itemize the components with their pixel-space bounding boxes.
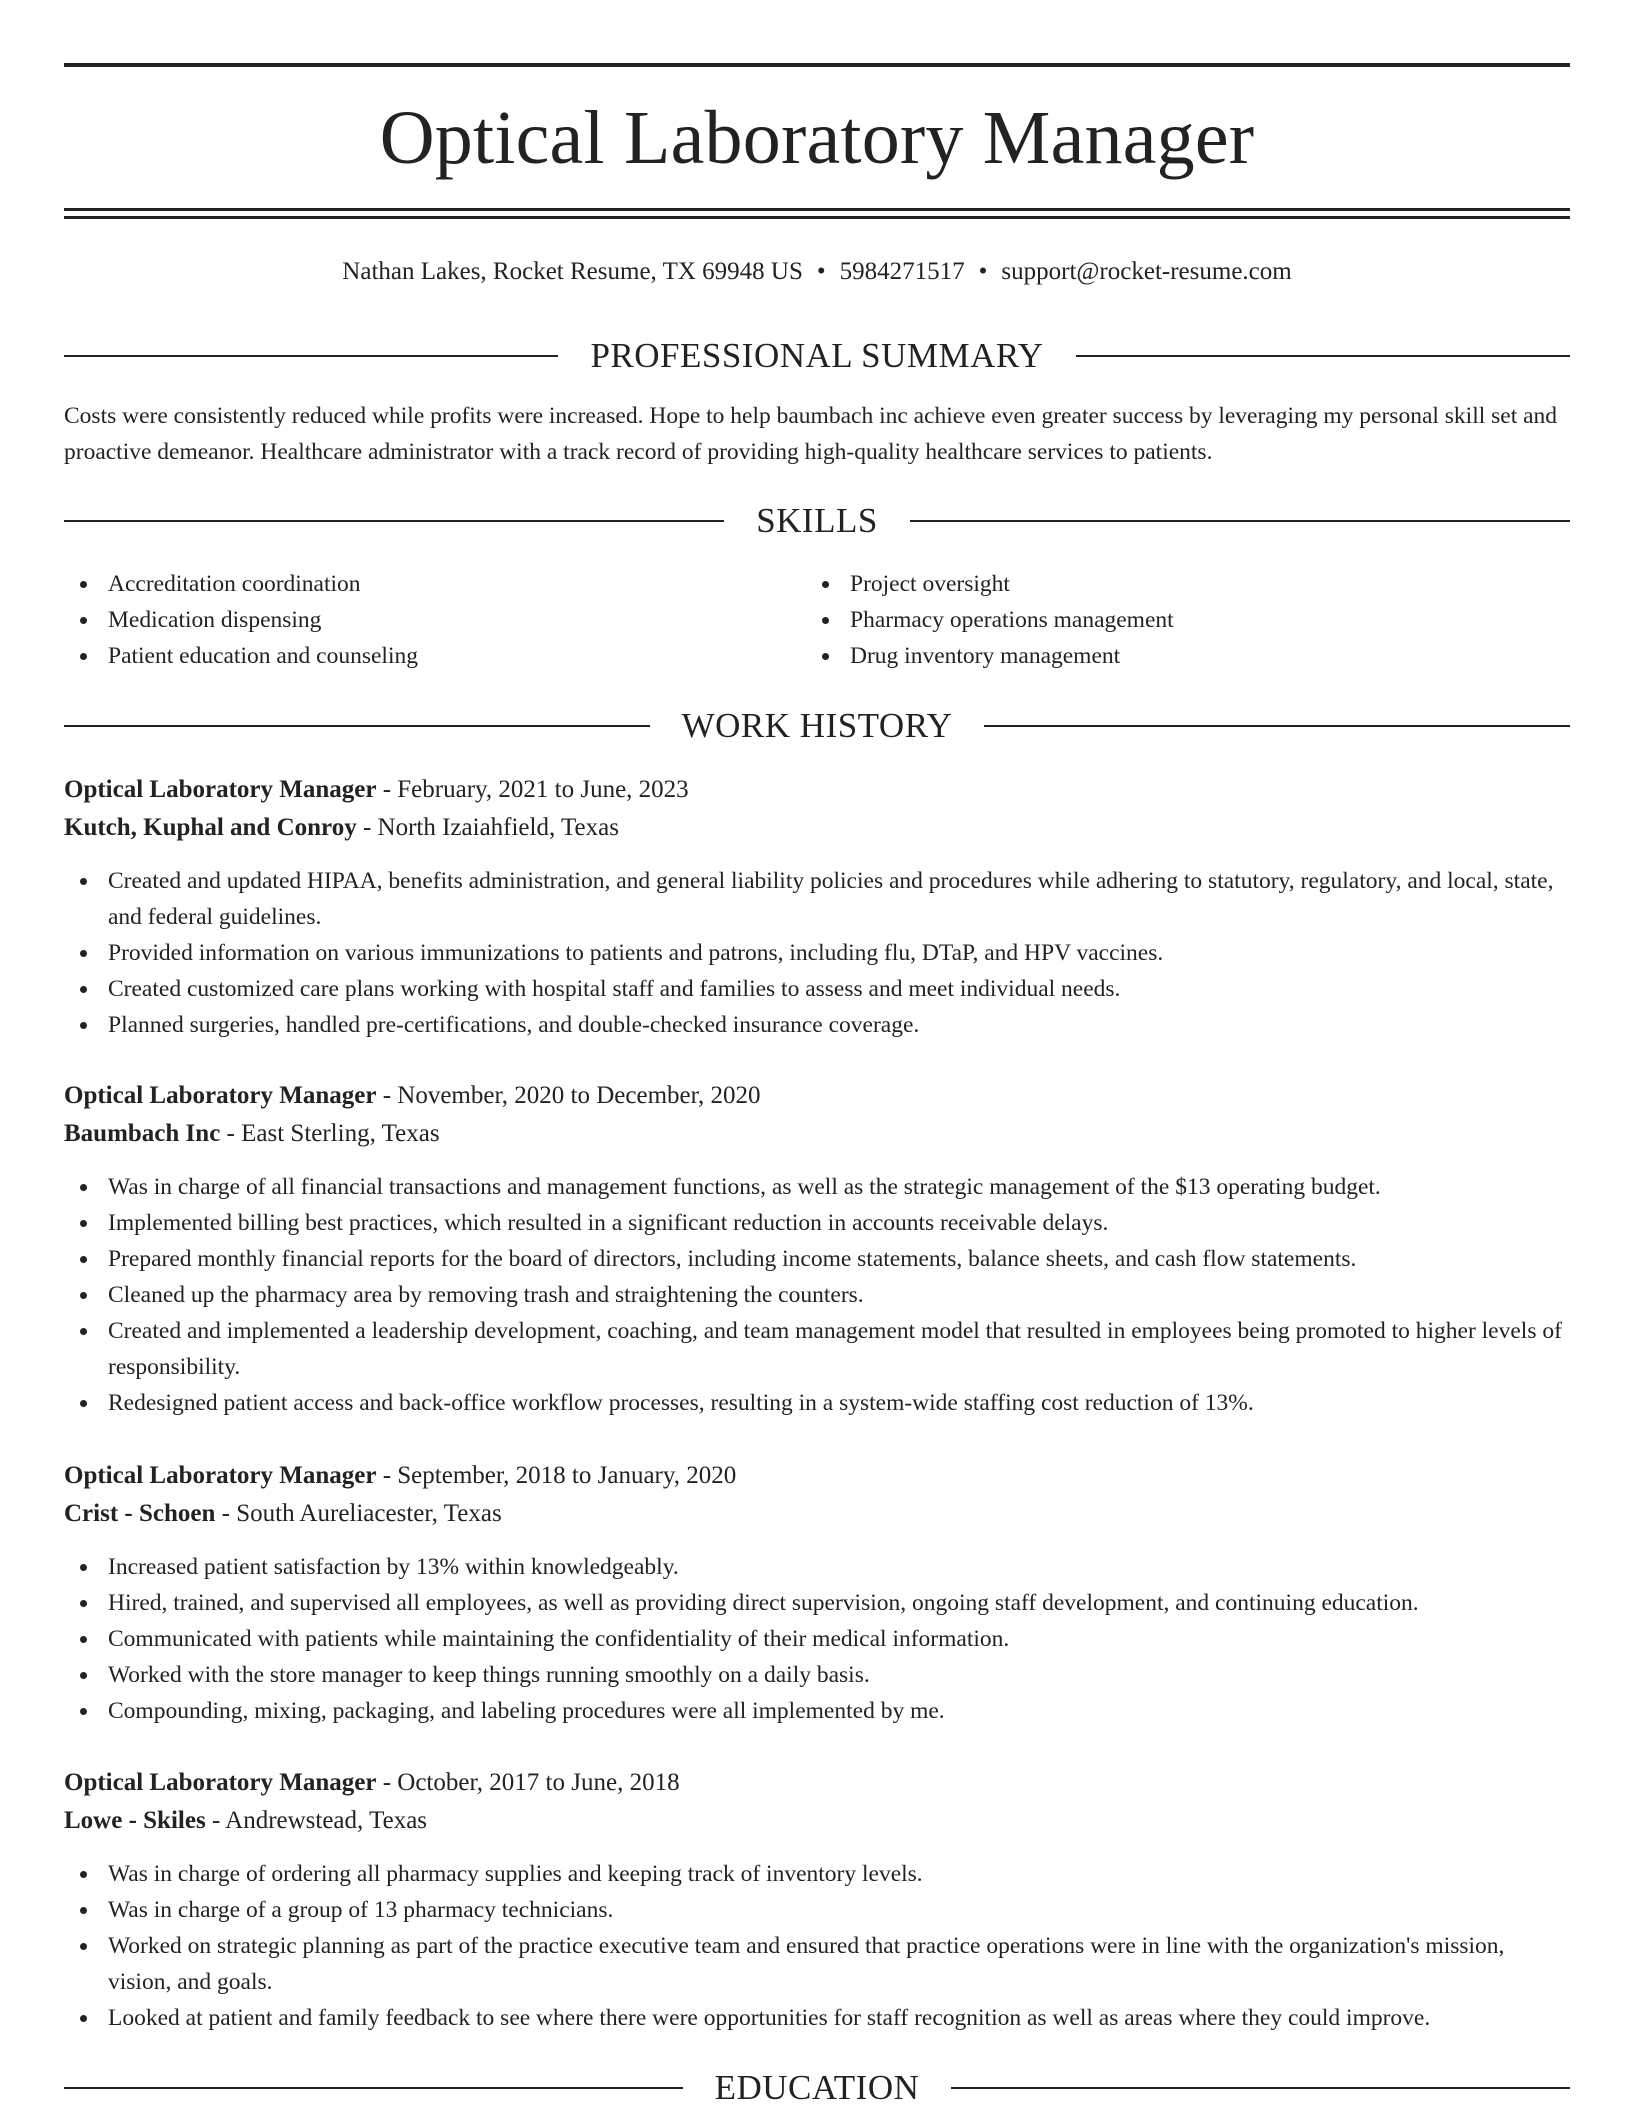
job-title: Optical Laboratory Manager bbox=[64, 1082, 377, 1109]
contact-address: Nathan Lakes, Rocket Resume, TX 69948 US bbox=[342, 258, 803, 285]
job-bullet: Was in charge of ordering all pharmacy supplies and keeping track of inventory levels. bbox=[64, 1856, 1570, 1892]
skill-item: Drug inventory management bbox=[806, 638, 1506, 674]
education-heading bbox=[64, 2068, 1570, 2108]
job-company: Kutch, Kuphal and Conroy bbox=[64, 814, 357, 841]
skill-item: Pharmacy operations management bbox=[806, 602, 1506, 638]
page-title: Optical Laboratory Manager bbox=[379, 96, 1255, 180]
job-title: Optical Laboratory Manager bbox=[64, 1462, 377, 1489]
contact-separator: • bbox=[816, 258, 826, 285]
job-bullet: Planned surgeries, handled pre-certifications, and double-checked insurance coverage. bbox=[64, 1007, 1570, 1043]
job-location: - South Aureliacester, Texas bbox=[215, 1500, 502, 1527]
skill-item: Medication dispensing bbox=[64, 602, 764, 638]
job-company: Baumbach Inc bbox=[64, 1120, 221, 1147]
job-bullet: Redesigned patient access and back-office workflow processes, resulting in a system-wide staffing cost reduction of 13%. bbox=[64, 1385, 1570, 1421]
skills-column-left bbox=[64, 566, 764, 674]
skill-item: Accreditation coordination bbox=[64, 566, 764, 602]
contact-line bbox=[64, 254, 1570, 290]
section-title: EDUCATION bbox=[714, 2068, 920, 2107]
divider bbox=[64, 520, 724, 522]
job-bullet: Provided information on various immunizations to patients and patrons, including flu, DTaP, and HPV vaccines. bbox=[64, 935, 1570, 971]
job-location: - North Izaiahfield, Texas bbox=[356, 814, 619, 841]
job-company-line bbox=[64, 1115, 1570, 1153]
job-company-line bbox=[64, 1495, 1570, 1533]
job-bullet: Was in charge of all financial transactions and management functions, as well as the strategic management of the $13 operating budget. bbox=[64, 1169, 1570, 1205]
job-bullet: Increased patient satisfaction by 13% within knowledgeably. bbox=[64, 1549, 1570, 1585]
job-company: Lowe - Skiles bbox=[64, 1807, 206, 1834]
job-dates: - November, 2020 to December, 2020 bbox=[376, 1082, 761, 1109]
top-rule bbox=[64, 63, 1570, 67]
job-bullet: Cleaned up the pharmacy area by removing trash and straightening the counters. bbox=[64, 1277, 1570, 1313]
summary-text: Costs were consistently reduced while profits were increased. Hope to help baumbach inc achieve even greater success by leveraging my personal skill set and proactive demeanor. Healthcare administrator with a track record of providing high-quality healthcare services to patients. bbox=[64, 403, 1558, 465]
job-bullet: Prepared monthly financial reports for the board of directors, including income statements, balance sheets, and cash flow statements. bbox=[64, 1241, 1570, 1277]
job-bullet: Communicated with patients while maintaining the confidentiality of their medical information. bbox=[64, 1621, 1570, 1657]
job-bullet: Worked on strategic planning as part of the practice executive team and ensured that practice operations were in line with the organization's mission, vision, and goals. bbox=[64, 1928, 1570, 2000]
contact-email: support@rocket-resume.com bbox=[1001, 258, 1292, 285]
job-dates: - September, 2018 to January, 2020 bbox=[376, 1462, 737, 1489]
job-title: Optical Laboratory Manager bbox=[64, 776, 377, 803]
divider bbox=[1076, 355, 1570, 357]
divider bbox=[951, 2087, 1570, 2089]
job-title-line bbox=[64, 771, 1570, 809]
summary-heading bbox=[64, 336, 1570, 376]
work-history-heading bbox=[64, 706, 1570, 746]
title-rule-upper bbox=[64, 208, 1570, 211]
divider bbox=[64, 725, 650, 727]
job-dates: - October, 2017 to June, 2018 bbox=[376, 1769, 680, 1796]
job-bullet: Created customized care plans working with hospital staff and families to assess and meet individual needs. bbox=[64, 971, 1570, 1007]
job-bullet: Implemented billing best practices, which resulted in a significant reduction in accounts receivable delays. bbox=[64, 1205, 1570, 1241]
job-title-line bbox=[64, 1077, 1570, 1115]
job-bullet: Looked at patient and family feedback to see where there were opportunities for staff recognition as well as areas where they could improve. bbox=[64, 2000, 1570, 2036]
section-title: WORK HISTORY bbox=[681, 706, 953, 745]
job-dates: - February, 2021 to June, 2023 bbox=[376, 776, 689, 803]
divider bbox=[910, 520, 1570, 522]
job-bullet: Worked with the store manager to keep things running smoothly on a daily basis. bbox=[64, 1657, 1570, 1693]
job-entry bbox=[64, 1077, 1570, 1421]
job-title-line bbox=[64, 1457, 1570, 1495]
job-bullet: Compounding, mixing, packaging, and labeling procedures were all implemented by me. bbox=[64, 1693, 1570, 1729]
divider bbox=[64, 355, 558, 357]
job-company: Crist - Schoen bbox=[64, 1500, 216, 1527]
job-bullet: Was in charge of a group of 13 pharmacy technicians. bbox=[64, 1892, 1570, 1928]
job-title: Optical Laboratory Manager bbox=[64, 1769, 377, 1796]
job-title-line bbox=[64, 1764, 1570, 1802]
skill-item: Patient education and counseling bbox=[64, 638, 764, 674]
job-company-line bbox=[64, 1802, 1570, 1840]
contact-phone: 5984271517 bbox=[839, 258, 965, 285]
job-entry bbox=[64, 1764, 1570, 2036]
section-title: SKILLS bbox=[756, 501, 878, 540]
job-bullet: Created and updated HIPAA, benefits administration, and general liability policies and procedures while adhering to statutory, regulatory, and local, state, and federal guidelines. bbox=[64, 863, 1570, 935]
divider bbox=[64, 2087, 683, 2089]
skill-item: Project oversight bbox=[806, 566, 1506, 602]
job-bullet: Created and implemented a leadership development, coaching, and team management model that resulted in employees being promoted to higher levels of responsibility. bbox=[64, 1313, 1570, 1385]
job-bullet: Hired, trained, and supervised all employees, as well as providing direct supervision, ongoing staff development, and continuing education. bbox=[64, 1585, 1570, 1621]
job-entry bbox=[64, 1457, 1570, 1729]
skills-column-right bbox=[806, 566, 1506, 674]
contact-separator: • bbox=[978, 258, 988, 285]
skills-heading bbox=[64, 501, 1570, 541]
job-location: - Andrewstead, Texas bbox=[205, 1807, 428, 1834]
divider bbox=[984, 725, 1570, 727]
job-entry bbox=[64, 771, 1570, 1043]
job-location: - East Sterling, Texas bbox=[220, 1120, 440, 1147]
job-company-line bbox=[64, 809, 1570, 847]
section-title: PROFESSIONAL SUMMARY bbox=[590, 336, 1044, 375]
title-rule-lower bbox=[64, 216, 1570, 219]
